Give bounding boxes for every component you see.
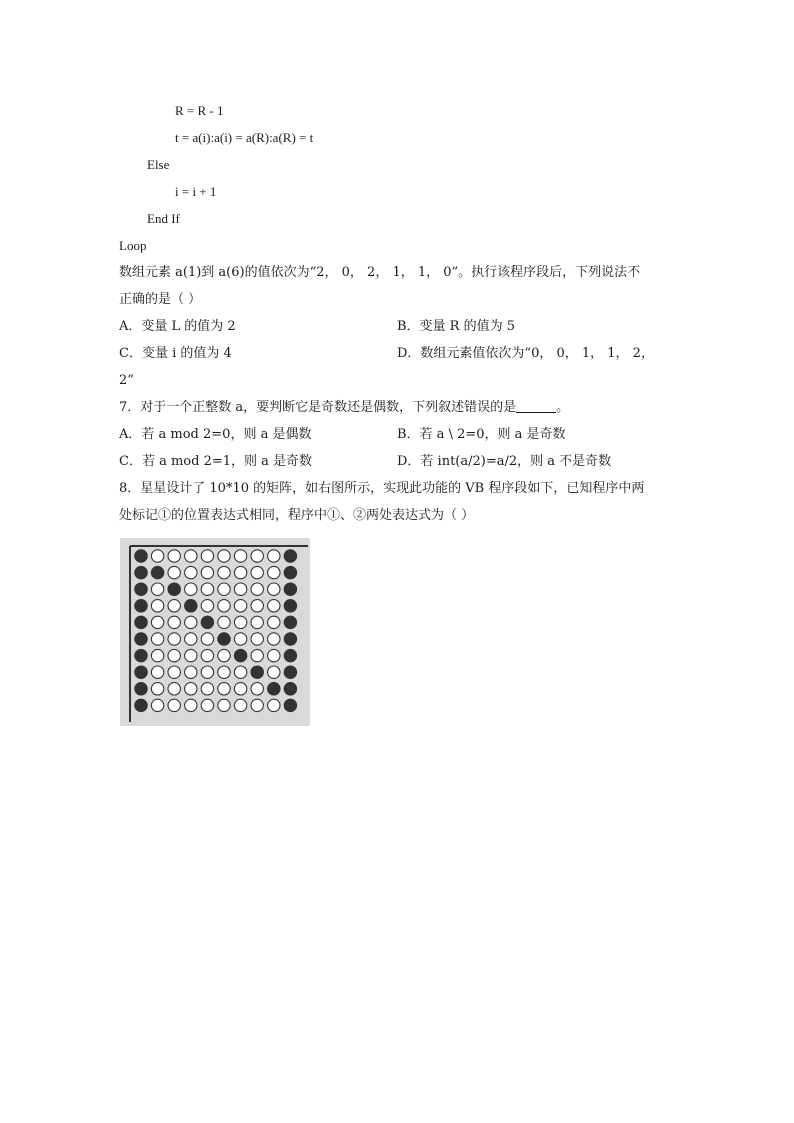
empty-circle [185,633,197,645]
answer-blank [516,400,556,413]
empty-circle [251,600,263,612]
code-line-6: Loop [119,238,147,253]
empty-circle [168,600,180,612]
empty-circle [168,699,180,711]
empty-circle [234,600,246,612]
empty-circle [251,633,263,645]
filled-circle [135,566,147,578]
empty-circle [234,699,246,711]
empty-circle [185,616,197,628]
empty-circle [201,649,213,661]
q7-stem-text: 7．对于一个正整数 a，要判断它是奇数还是偶数，下列叙述错误的是 [119,400,517,415]
empty-circle [151,550,163,562]
empty-circle [268,550,280,562]
empty-circle [234,683,246,695]
q8-stem-line-2: 处标记①的位置表达式相同，程序中①、②两处表达式为（ ） [119,508,475,523]
empty-circle [251,699,263,711]
empty-circle [185,583,197,595]
q7-option-c: C．若 a mod 2=1，则 a 是奇数 [119,454,313,469]
empty-circle [251,566,263,578]
filled-circle [135,616,147,628]
empty-circle [268,649,280,661]
empty-circle [151,666,163,678]
empty-circle [185,550,197,562]
empty-circle [234,666,246,678]
empty-circle [168,683,180,695]
empty-circle [151,600,163,612]
empty-circle [234,550,246,562]
empty-circle [201,566,213,578]
empty-circle [218,683,230,695]
empty-circle [234,583,246,595]
empty-circle [268,633,280,645]
code-line-2: t = a(i):a(i) = a(R):a(R) = t [175,130,314,145]
empty-circle [201,550,213,562]
filled-circle [135,683,147,695]
filled-circle [185,600,197,612]
q7-option-d: D．若 int(a/2)=a/2，则 a 不是奇数 [397,454,612,469]
filled-circle [218,633,230,645]
empty-circle [234,633,246,645]
q6-option-d: D．数组元素值依次为“0， 0， 1， 1， 2， [397,346,654,361]
matrix-svg [120,538,310,726]
empty-circle [185,666,197,678]
empty-circle [234,616,246,628]
empty-circle [218,649,230,661]
code-line-1: R = R - 1 [175,103,224,118]
empty-circle [218,666,230,678]
empty-circle [201,683,213,695]
filled-circle [268,683,280,695]
q7-option-a: A．若 a mod 2=0，则 a 是偶数 [119,427,312,442]
q6-option-b: B．变量 R 的值为 5 [397,319,516,334]
empty-circle [185,683,197,695]
filled-circle [284,566,296,578]
q6-stem-line-2: 正确的是（ ） [119,292,202,307]
empty-circle [218,600,230,612]
empty-circle [201,600,213,612]
empty-circle [268,566,280,578]
filled-circle [168,583,180,595]
empty-circle [251,616,263,628]
filled-circle [284,633,296,645]
empty-circle [151,616,163,628]
matrix-figure [120,538,310,726]
filled-circle [135,633,147,645]
empty-circle [201,666,213,678]
empty-circle [268,583,280,595]
filled-circle [284,550,296,562]
empty-circle [151,633,163,645]
q6-option-c: C．变量 i 的值为 4 [119,346,232,361]
filled-circle [151,566,163,578]
q7-stem [119,399,569,417]
empty-circle [218,699,230,711]
empty-circle [234,566,246,578]
empty-circle [268,600,280,612]
empty-circle [168,566,180,578]
filled-circle [135,666,147,678]
filled-circle [201,616,213,628]
empty-circle [251,683,263,695]
empty-circle [185,699,197,711]
empty-circle [268,616,280,628]
q6-stem-line-1: 数组元素 a(1)到 a(6)的值依次为“2， 0， 2， 1， 1， 0”。执行该程序段后，下列说法不 [119,265,641,280]
empty-circle [268,699,280,711]
filled-circle [284,683,296,695]
empty-circle [185,649,197,661]
empty-circle [251,583,263,595]
empty-circle [168,550,180,562]
q7-option-b: B．若 a \ 2=0，则 a 是奇数 [397,427,566,442]
empty-circle [218,616,230,628]
filled-circle [135,600,147,612]
filled-circle [135,649,147,661]
filled-circle [284,666,296,678]
q6-option-d-continued: 2” [119,373,134,388]
empty-circle [218,550,230,562]
empty-circle [268,666,280,678]
filled-circle [135,550,147,562]
empty-circle [168,616,180,628]
filled-circle [135,699,147,711]
empty-circle [168,666,180,678]
q6-option-a: A．变量 L 的值为 2 [119,319,236,334]
empty-circle [218,583,230,595]
filled-circle [284,583,296,595]
filled-circle [135,583,147,595]
code-line-5: End If [147,211,180,226]
empty-circle [251,649,263,661]
empty-circle [151,583,163,595]
empty-circle [201,633,213,645]
filled-circle [284,699,296,711]
empty-circle [185,566,197,578]
empty-circle [218,566,230,578]
filled-circle [251,666,263,678]
empty-circle [201,699,213,711]
code-line-4: i = i + 1 [175,184,217,199]
filled-circle [234,649,246,661]
empty-circle [151,683,163,695]
empty-circle [201,583,213,595]
q8-stem-line-1: 8．星星设计了 10*10 的矩阵，如右图所示，实现此功能的 VB 程序段如下，已知程序中两 [119,481,645,496]
q7-stem-end: 。 [556,400,570,415]
empty-circle [168,649,180,661]
empty-circle [151,699,163,711]
code-line-3: Else [147,157,170,172]
empty-circle [251,550,263,562]
empty-circle [151,649,163,661]
empty-circle [168,633,180,645]
filled-circle [284,600,296,612]
filled-circle [284,649,296,661]
filled-circle [284,616,296,628]
